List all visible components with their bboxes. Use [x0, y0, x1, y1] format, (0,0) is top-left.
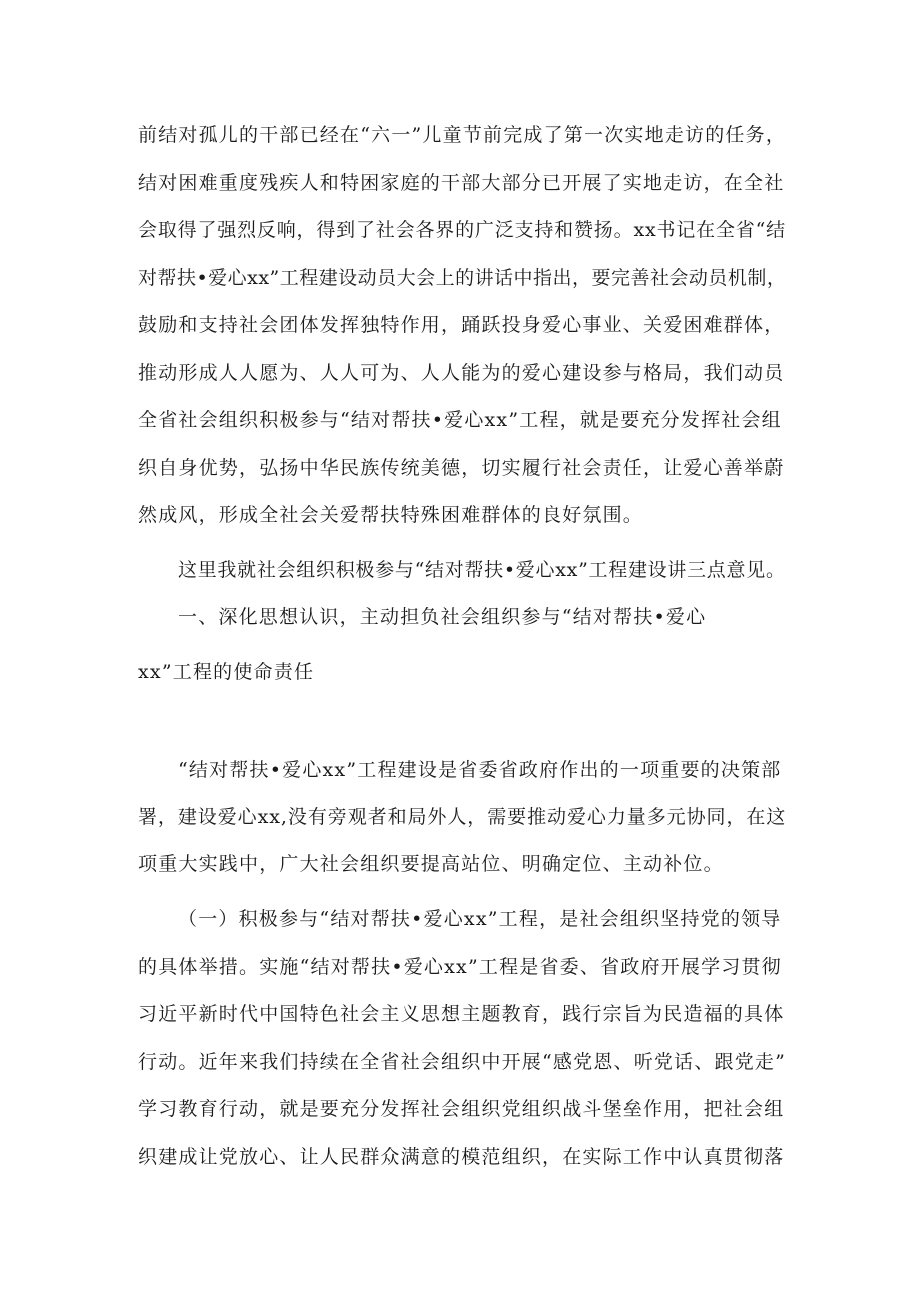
text-line: 会取得了强烈反响，得到了社会各界的广泛支持和赞扬。xx书记在全省“结	[138, 219, 786, 241]
text-line: 前结对孤儿的干部已经在“六一”儿童节前完成了第一次实地走访的任务，	[138, 124, 787, 146]
text-line: 然成风，形成全社会关爱帮扶特殊困难群体的良好氛围。	[138, 504, 644, 526]
heading-line: xx”工程的使命责任	[138, 661, 315, 683]
text-line: 对帮扶•爱心xx”工程建设动员大会上的讲话中指出，要完善社会动员机制，	[138, 267, 787, 289]
text-line: 鼓励和支持社会团体发挥独特作用，踊跃投身爱心事业、关爱困难群体，	[138, 314, 785, 336]
text-line: 推动形成人人愿为、人人可为、人人能为的爱心建设参与格局，我们动员	[138, 362, 785, 384]
text-line: 习近平新时代中国特色社会主义思想主题教育，践行宗旨为民造福的具体	[138, 1003, 785, 1025]
text-line: 织建成让党放心、让人民群众满意的模范组织，在实际工作中认真贯彻落	[138, 1146, 785, 1168]
text-line: 这里我就社会组织积极参与“结对帮扶•爱心xx”工程建设讲三点意见。	[178, 559, 786, 581]
text-line: 织自身优势，弘扬中华民族传统美德，切实履行社会责任，让爱心善举蔚	[138, 457, 785, 479]
text-line: 的具体举措。实施“结对帮扶•爱心xx”工程是省委、省政府开展学习贯彻	[138, 956, 782, 978]
text-line: 全省社会组织积极参与“结对帮扶•爱心xx”工程，就是要充分发挥社会组	[138, 409, 782, 431]
text-line: 署，建设爱心xx,没有旁观者和局外人，需要推动爱心力量多元协同，在这	[138, 806, 787, 828]
heading-line: 一、深化思想认识，主动担负社会组织参与“结对帮扶•爱心	[178, 606, 707, 628]
text-line: 结对困难重度残疾人和特困家庭的干部大部分已开展了实地走访，在全社	[138, 172, 785, 194]
text-line: 项重大实践中，广大社会组织要提高站位、明确定位、主动补位。	[138, 853, 724, 875]
text-line: （一）积极参与“结对帮扶•爱心xx”工程，是社会组织坚持党的领导	[178, 908, 782, 930]
text-line: 行动。近年来我们持续在全省社会组织中开展“感党恩、听党话、跟党走”	[138, 1051, 787, 1073]
text-line: 学习教育行动，就是要充分发挥社会组织党组织战斗堡垒作用，把社会组	[138, 1098, 785, 1120]
text-line: “结对帮扶•爱心xx”工程建设是省委省政府作出的一项重要的决策部	[178, 759, 782, 781]
